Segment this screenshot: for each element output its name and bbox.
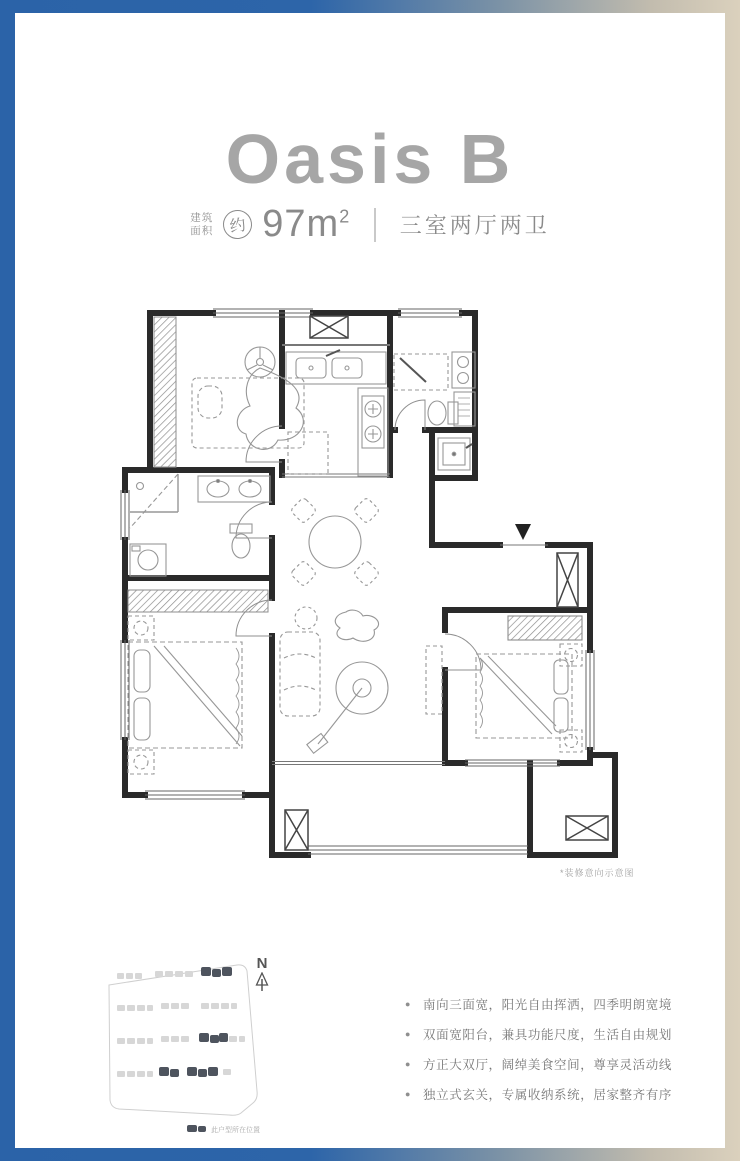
building-row	[117, 1003, 237, 1011]
coffee-table	[335, 610, 378, 641]
bath-shelf	[454, 392, 475, 426]
area-label: 建筑 面积	[190, 212, 214, 237]
bathroom-2	[394, 352, 475, 426]
wardrobe	[508, 616, 582, 640]
floorplan-drawing	[110, 298, 630, 888]
double-vanity-icon	[198, 476, 270, 502]
nightstand	[128, 616, 154, 640]
poster-page	[15, 13, 725, 1148]
area-value: $97m^2$	[262, 203, 351, 245]
floor-lamp-icon	[307, 662, 388, 753]
bullet-icon: ●	[405, 999, 412, 1009]
bedroom-b	[476, 616, 582, 752]
blanket	[237, 368, 303, 449]
area-info	[15, 203, 725, 246]
corner-shower-icon	[130, 474, 178, 528]
bed-icon	[476, 654, 572, 738]
bullet-icon: ●	[405, 1089, 412, 1099]
page-title: Oasis B	[225, 120, 515, 198]
dining-table-icon	[309, 516, 361, 568]
openings	[272, 345, 548, 765]
washing-machine-icon	[130, 544, 166, 576]
legend-swatch	[198, 1126, 206, 1132]
bullet-icon: ●	[405, 1029, 412, 1039]
stove-icon	[362, 396, 384, 448]
tv-cabinet	[426, 646, 442, 714]
master-bathroom	[130, 474, 270, 576]
kitchen-sink-icon	[296, 350, 362, 378]
feature-list	[405, 989, 672, 1109]
feature-text: 独立式玄关，专属收纳系统，居家整齐有序	[423, 1088, 672, 1102]
vertical-divider	[374, 208, 376, 242]
north-label: N	[256, 955, 268, 972]
plant-icon	[295, 607, 317, 629]
highlighted-buildings	[159, 1067, 218, 1077]
nightstand	[560, 730, 582, 752]
unit-layout: 三室两厅两卫	[399, 213, 550, 238]
legend-swatch	[187, 1125, 197, 1132]
dining-area	[290, 497, 380, 587]
shaft-box-icon	[566, 816, 608, 840]
plan-footnote: *装修意向示意图	[560, 868, 635, 878]
wardrobe	[154, 317, 176, 467]
washbasin-icon	[452, 352, 475, 388]
highlighted-buildings	[199, 1033, 228, 1043]
fridge	[288, 432, 328, 474]
entrance-arrow-icon	[515, 524, 531, 540]
wardrobe	[128, 590, 268, 612]
shaft-box-icon	[557, 553, 578, 607]
shaft-box-icon	[285, 810, 308, 850]
master-bedroom	[128, 616, 242, 774]
shaft-boxes	[285, 316, 608, 850]
legend-label: 此户型所在位置	[211, 1127, 260, 1134]
north-indicator	[251, 955, 273, 997]
feature-text: 方正大双厅，阔绰美食空间，尊享灵活动线	[423, 1058, 672, 1072]
north-arrow-icon	[254, 972, 270, 992]
feature-item	[405, 1079, 672, 1109]
feature-text: 双面宽阳台，兼具功能尺度，生活自由规划	[423, 1028, 672, 1042]
basin-room	[438, 438, 472, 470]
living-room	[280, 607, 442, 753]
nightstand	[128, 750, 154, 774]
siteplan-legend	[187, 1125, 260, 1134]
feature-text: 南向三面宽，阳光自由挥洒，四季明朗宽境	[423, 998, 672, 1012]
bed-icon	[128, 642, 242, 748]
feature-item	[405, 989, 672, 1019]
shaft-box-icon	[310, 316, 348, 338]
bed-icon	[192, 378, 304, 448]
dining-chairs	[290, 497, 380, 587]
feature-item	[405, 1019, 672, 1049]
toilet-icon	[230, 524, 252, 558]
feature-item	[405, 1049, 672, 1079]
approx-seal: 约	[221, 208, 254, 241]
sofa-icon	[280, 632, 320, 716]
nightstand	[560, 644, 582, 666]
bullet-icon: ●	[405, 1059, 412, 1069]
